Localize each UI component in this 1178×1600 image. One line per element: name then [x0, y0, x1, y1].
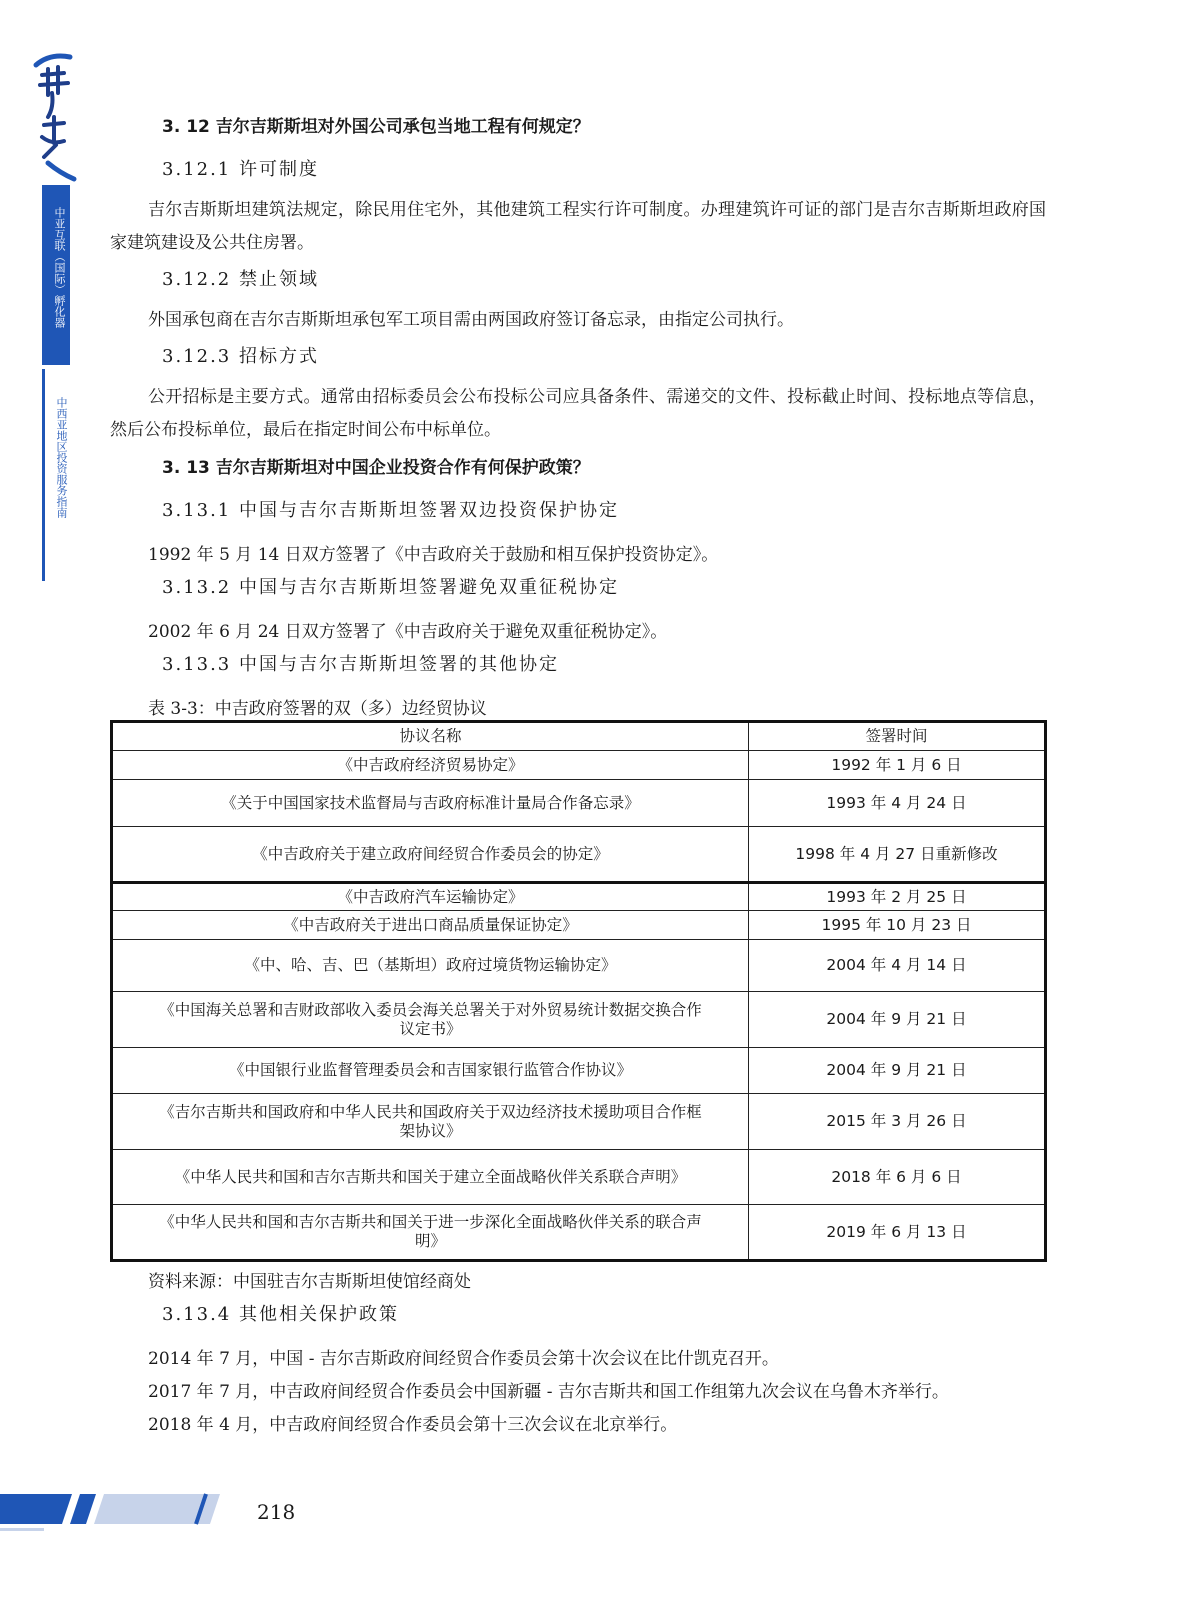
subheading-3-13-1: 3.13.1 中国与吉尔吉斯斯坦签署双边投资保护协定 [162, 500, 619, 521]
agreement-name-cell: 《吉尔吉斯共和国政府和中华人民共和国政府关于双边经济技术援助项目合作框架协议》 [112, 1094, 749, 1150]
signing-date-cell: 2019 年 6 月 13 日 [749, 1205, 1046, 1261]
paragraph-3-13-1: 1992 年 5 月 14 日双方签署了《中吉政府关于鼓励和相互保护投资协定》。 [148, 545, 719, 565]
table-row [112, 1048, 1046, 1094]
signing-date-cell: 2004 年 4 月 14 日 [749, 940, 1046, 992]
table-row [112, 992, 1046, 1048]
signing-date-cell: 2018 年 6 月 6 日 [749, 1150, 1046, 1205]
table-row [112, 780, 1046, 827]
table-row [112, 751, 1046, 780]
table-row [112, 883, 1046, 911]
paragraph-3-12-1: 吉尔吉斯斯坦建筑法规定，除民用住宅外，其他建筑工程实行许可制度。办理建筑许可证的部门是吉尔吉斯斯坦政府国家建筑建设及公共住房署。 [110, 200, 1046, 253]
agreement-name-cell: 《中国海关总署和吉财政部收入委员会海关总署关于对外贸易统计数据交换合作议定书》 [112, 992, 749, 1048]
subheading-3-13-3: 3.13.3 中国与吉尔吉斯斯坦签署的其他协定 [162, 654, 559, 675]
agreement-name-cell: 《中华人民共和国和吉尔吉斯共和国关于进一步深化全面战略伙伴关系的联合声明》 [112, 1205, 749, 1261]
paragraph-3-13-2: 2002 年 6 月 24 日双方签署了《中吉政府关于避免双重征税协定》。 [148, 622, 668, 642]
agreement-name-cell: 《中吉政府汽车运输协定》 [112, 883, 749, 911]
signing-date-cell: 2004 年 9 月 21 日 [749, 992, 1046, 1048]
table-row [112, 1094, 1046, 1150]
signing-date-cell: 1992 年 1 月 6 日 [749, 751, 1046, 780]
table-header-row [112, 722, 1046, 751]
signing-date-cell: 1993 年 2 月 25 日 [749, 883, 1046, 911]
belt-road-logo [30, 45, 86, 185]
signing-date-cell: 1995 年 10 月 23 日 [749, 911, 1046, 940]
paragraph-3-12-2: 外国承包商在吉尔吉斯斯坦承包军工项目需由两国政府签订备忘录，由指定公司执行。 [148, 310, 794, 330]
subheading-3-13-2: 3.13.2 中国与吉尔吉斯斯坦签署避免双重征税协定 [162, 577, 619, 598]
paragraph-3-13-4-c: 2018 年 4 月，中吉政府间经贸合作委员会第十三次会议在北京举行。 [148, 1415, 678, 1435]
table-row [112, 940, 1046, 992]
agreement-name-cell: 《中吉政府经济贸易协定》 [112, 751, 749, 780]
agreements-table [110, 720, 1047, 1262]
agreement-name-cell: 《中华人民共和国和吉尔吉斯共和国关于建立全面战略伙伴关系联合声明》 [112, 1150, 749, 1205]
section-heading-3-13: 3. 13 吉尔吉斯斯坦对中国企业投资合作有何保护政策？ [162, 458, 590, 478]
signing-date-cell: 2015 年 3 月 26 日 [749, 1094, 1046, 1150]
subheading-3-12-1: 3.12.1 许可制度 [162, 159, 319, 180]
table-source-note: 资料来源：中国驻吉尔吉斯斯坦使馆经商处 [148, 1272, 471, 1292]
paragraph-3-12-3: 公开招标是主要方式。通常由招标委员会公布投标公司应具备条件、需递交的文件、投标截止时间、投标地点等信息，然后公布投标单位，最后在指定时间公布中标单位。 [110, 387, 1046, 440]
table-row [112, 1150, 1046, 1205]
footer-decoration [0, 1488, 230, 1538]
agreement-name-cell: 《中、哈、吉、巴（基斯坦）政府过境货物运输协定》 [112, 940, 749, 992]
section-heading-3-12: 3. 12 吉尔吉斯斯坦对外国公司承包当地工程有何规定？ [162, 117, 590, 137]
table-caption: 表 3-3：中吉政府签署的双（多）边经贸协议 [148, 699, 487, 719]
table-body [112, 722, 1046, 1261]
signing-date-cell: 2004 年 9 月 21 日 [749, 1048, 1046, 1094]
subheading-3-12-2: 3.12.2 禁止领域 [162, 269, 319, 290]
signing-date-cell: 1998 年 4 月 27 日重新修改 [749, 827, 1046, 883]
agreement-name-cell: 《关于中国国家技术监督局与吉政府标准计量局合作备忘录》 [112, 780, 749, 827]
agreement-name-cell: 《中吉政府关于进出口商品质量保证协定》 [112, 911, 749, 940]
agreement-name-cell: 《中吉政府关于建立政府间经贸合作委员会的协定》 [112, 827, 749, 883]
book-title: 中西亚地区投资服务指南 [55, 397, 68, 518]
header-cell-date: 签署时间 [749, 722, 1046, 751]
header-cell-name: 协议名称 [112, 722, 749, 751]
subheading-3-13-4: 3.13.4 其他相关保护政策 [162, 1304, 399, 1325]
paragraph-3-13-4-b: 2017 年 7 月，中吉政府间经贸合作委员会中国新疆 - 吉尔吉斯共和国工作组第九次会议在乌鲁木齐举行。 [148, 1382, 949, 1402]
subheading-3-12-3: 3.12.3 招标方式 [162, 346, 319, 367]
table-row [112, 827, 1046, 883]
table-row [112, 1205, 1046, 1261]
table-row [112, 911, 1046, 940]
page-number: 218 [257, 1500, 296, 1524]
series-title: 中亚互联（国际）孵化器 [53, 207, 66, 328]
side-spine [42, 185, 70, 585]
paragraph-3-13-4-a: 2014 年 7 月，中国 - 吉尔吉斯政府间经贸合作委员会第十次会议在比什凯克召开。 [148, 1349, 779, 1369]
agreement-name-cell: 《中国银行业监督管理委员会和吉国家银行监管合作协议》 [112, 1048, 749, 1094]
signing-date-cell: 1993 年 4 月 24 日 [749, 780, 1046, 827]
